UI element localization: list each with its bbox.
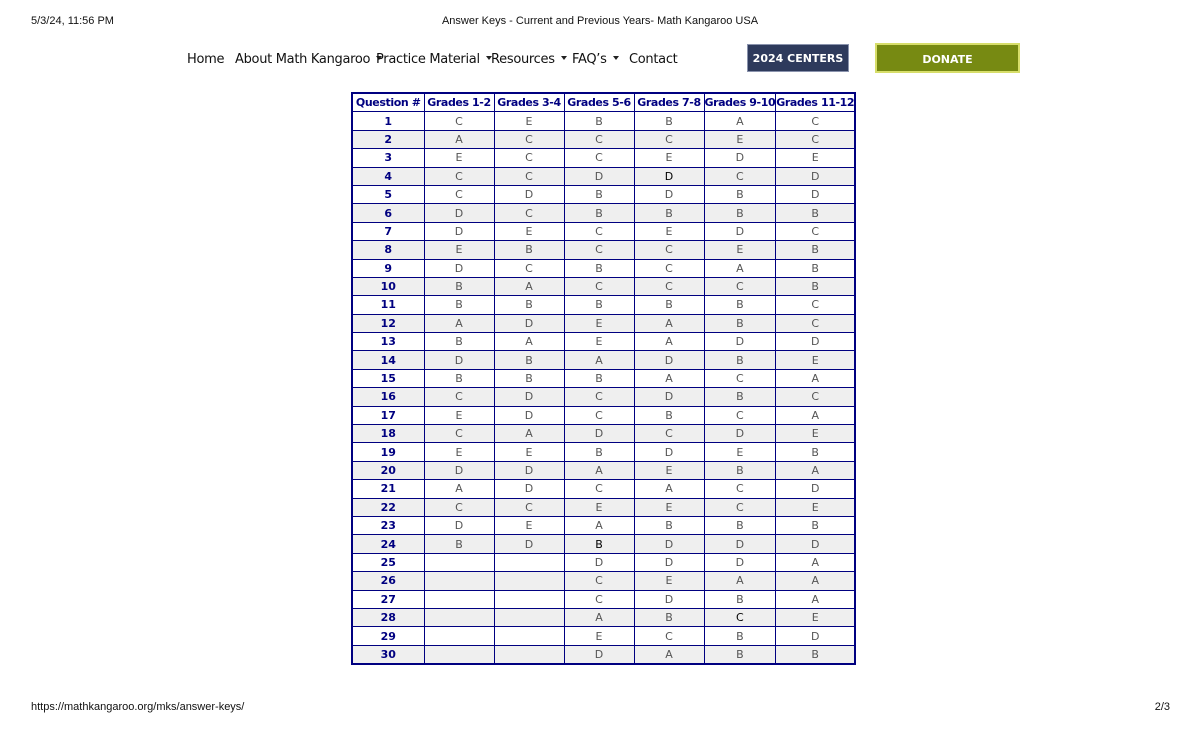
answer-cell: D — [634, 443, 704, 461]
nav-resources[interactable] — [491, 52, 567, 67]
answer-cell: D — [564, 425, 634, 443]
answer-cell: B — [776, 516, 855, 534]
answer-cell: E — [494, 112, 564, 130]
table-row — [352, 185, 855, 203]
table-row — [352, 480, 855, 498]
answer-cell: E — [704, 241, 776, 259]
chevron-down-icon — [561, 56, 567, 60]
answer-cell — [494, 608, 564, 626]
answer-cell: D — [634, 351, 704, 369]
answer-cell: C — [494, 130, 564, 148]
table-row — [352, 112, 855, 130]
table-row — [352, 425, 855, 443]
answer-cell: E — [776, 425, 855, 443]
question-number-cell: 22 — [352, 498, 424, 516]
answer-cell: C — [564, 590, 634, 608]
table-row — [352, 204, 855, 222]
question-number-cell: 29 — [352, 627, 424, 645]
table-row — [352, 314, 855, 332]
answer-cell: E — [424, 406, 494, 424]
answer-cell: D — [704, 553, 776, 571]
answer-cell: B — [704, 516, 776, 534]
answer-cell — [424, 608, 494, 626]
nav-contact[interactable]: Contact — [629, 52, 678, 67]
answer-cell: D — [634, 553, 704, 571]
table-row — [352, 259, 855, 277]
print-header — [0, 15, 1200, 31]
answer-cell: E — [634, 461, 704, 479]
answer-cell: C — [704, 406, 776, 424]
answer-cell: E — [564, 333, 634, 351]
answer-cell: C — [704, 498, 776, 516]
answer-cell: C — [494, 259, 564, 277]
header-grades-11-12: Grades 11-12 — [776, 93, 855, 112]
question-number-cell: 5 — [352, 185, 424, 203]
answer-cell: D — [776, 333, 855, 351]
answer-cell: B — [704, 296, 776, 314]
answer-cell — [424, 645, 494, 664]
answer-cell: B — [776, 241, 855, 259]
nav-about[interactable] — [235, 52, 382, 67]
answer-cell: B — [704, 645, 776, 664]
answer-cell: B — [564, 369, 634, 387]
centers-button[interactable]: 2024 CENTERS — [747, 44, 849, 72]
answer-cell: B — [564, 204, 634, 222]
answer-cell: C — [564, 388, 634, 406]
answer-cell — [424, 627, 494, 645]
main-nav — [0, 52, 1200, 72]
answer-cell: B — [424, 277, 494, 295]
answer-cell: C — [704, 608, 776, 626]
answer-cell: B — [634, 296, 704, 314]
table-row — [352, 516, 855, 534]
answer-cell: C — [634, 277, 704, 295]
answer-cell: D — [704, 222, 776, 240]
answer-cell: C — [704, 277, 776, 295]
answer-cell: A — [494, 277, 564, 295]
answer-cell: C — [776, 130, 855, 148]
answer-cell: C — [776, 296, 855, 314]
question-number-cell: 3 — [352, 149, 424, 167]
answer-cell: B — [634, 608, 704, 626]
answer-cell — [424, 590, 494, 608]
table-row — [352, 498, 855, 516]
question-number-cell: 27 — [352, 590, 424, 608]
answer-cell: A — [776, 461, 855, 479]
answer-cell: B — [704, 590, 776, 608]
table-row — [352, 608, 855, 626]
answer-cell: D — [424, 259, 494, 277]
table-row — [352, 443, 855, 461]
question-number-cell: 26 — [352, 572, 424, 590]
header-grades-3-4: Grades 3-4 — [494, 93, 564, 112]
answer-cell: B — [494, 369, 564, 387]
answer-cell: B — [634, 112, 704, 130]
answer-cell: C — [424, 425, 494, 443]
answer-cell: A — [494, 333, 564, 351]
answer-cell: D — [564, 553, 634, 571]
question-number-cell: 16 — [352, 388, 424, 406]
answer-cell: D — [424, 461, 494, 479]
answer-cell: D — [704, 333, 776, 351]
answer-cell: E — [776, 608, 855, 626]
answer-cell: A — [424, 480, 494, 498]
nav-faq-label: FAQ’s — [572, 52, 607, 67]
answer-cell: D — [494, 535, 564, 553]
answer-cell: D — [564, 645, 634, 664]
answer-cell: B — [704, 627, 776, 645]
header-grades-5-6: Grades 5-6 — [564, 93, 634, 112]
nav-practice-label: Practice Material — [376, 52, 480, 67]
table-row — [352, 296, 855, 314]
answer-cell: B — [564, 112, 634, 130]
answer-cell — [494, 590, 564, 608]
question-number-cell: 24 — [352, 535, 424, 553]
table-row — [352, 222, 855, 240]
answer-cell: C — [424, 112, 494, 130]
answer-cell — [494, 627, 564, 645]
print-page-number: 2/3 — [1154, 701, 1170, 713]
table-row — [352, 406, 855, 424]
answer-cell: E — [424, 443, 494, 461]
donate-button[interactable]: DONATE — [875, 43, 1020, 73]
header-grades-1-2: Grades 1-2 — [424, 93, 494, 112]
answer-cell: A — [634, 314, 704, 332]
answer-cell: C — [634, 425, 704, 443]
answer-cell — [424, 572, 494, 590]
answer-cell: C — [494, 498, 564, 516]
question-number-cell: 1 — [352, 112, 424, 130]
answer-cell: C — [634, 241, 704, 259]
question-number-cell: 12 — [352, 314, 424, 332]
answer-cell: D — [634, 185, 704, 203]
answer-cell: D — [424, 516, 494, 534]
answer-cell: B — [776, 277, 855, 295]
answer-cell: B — [776, 259, 855, 277]
question-number-cell: 20 — [352, 461, 424, 479]
answer-cell: E — [704, 130, 776, 148]
answer-cell: C — [564, 222, 634, 240]
answer-cell: A — [704, 572, 776, 590]
nav-home[interactable]: Home — [187, 52, 225, 67]
answer-cell: E — [634, 149, 704, 167]
answer-cell: B — [704, 314, 776, 332]
answer-cell: E — [776, 149, 855, 167]
question-number-cell: 28 — [352, 608, 424, 626]
answer-cell: A — [564, 516, 634, 534]
answer-cell: C — [776, 314, 855, 332]
header-question: Question # — [352, 93, 424, 112]
answer-cell: B — [704, 185, 776, 203]
answer-cell: D — [704, 149, 776, 167]
table-row — [352, 130, 855, 148]
answer-cell: B — [564, 259, 634, 277]
answer-cell: C — [634, 130, 704, 148]
print-date: 5/3/24, 11:56 PM — [31, 15, 114, 27]
answer-cell: E — [704, 443, 776, 461]
answer-cell: C — [564, 480, 634, 498]
question-number-cell: 11 — [352, 296, 424, 314]
answer-cell: E — [564, 314, 634, 332]
question-number-cell: 9 — [352, 259, 424, 277]
answer-cell: C — [564, 149, 634, 167]
table-row — [352, 461, 855, 479]
answer-cell: C — [564, 241, 634, 259]
question-number-cell: 15 — [352, 369, 424, 387]
nav-about-label: About Math Kangaroo — [235, 52, 371, 67]
answer-cell: D — [564, 167, 634, 185]
answer-cell: B — [564, 185, 634, 203]
question-number-cell: 10 — [352, 277, 424, 295]
answer-cell: C — [704, 369, 776, 387]
answer-cell: B — [494, 241, 564, 259]
question-number-cell: 21 — [352, 480, 424, 498]
answer-cell: C — [564, 572, 634, 590]
table-row — [352, 572, 855, 590]
answer-cell: B — [424, 535, 494, 553]
answer-cell: D — [634, 388, 704, 406]
answer-cell: A — [634, 480, 704, 498]
table-row — [352, 535, 855, 553]
question-number-cell: 13 — [352, 333, 424, 351]
answer-cell: D — [704, 425, 776, 443]
answer-cell: B — [564, 443, 634, 461]
answer-cell: A — [776, 590, 855, 608]
question-number-cell: 23 — [352, 516, 424, 534]
answer-cell: C — [494, 149, 564, 167]
answer-cell: D — [776, 480, 855, 498]
table-row — [352, 388, 855, 406]
answer-cell: B — [704, 351, 776, 369]
answer-cell: B — [494, 296, 564, 314]
answer-cell: D — [494, 480, 564, 498]
answer-cell: E — [564, 498, 634, 516]
table-row — [352, 369, 855, 387]
answer-cell: B — [704, 204, 776, 222]
table-row — [352, 149, 855, 167]
answer-cell: C — [776, 112, 855, 130]
answer-cell: A — [424, 314, 494, 332]
answer-cell: E — [634, 498, 704, 516]
question-number-cell: 19 — [352, 443, 424, 461]
answer-cell: C — [776, 222, 855, 240]
answer-cell: E — [424, 149, 494, 167]
answer-cell: D — [776, 167, 855, 185]
answer-cell: A — [564, 461, 634, 479]
answer-cell: C — [704, 167, 776, 185]
answer-key-table — [351, 92, 856, 665]
answer-cell: B — [424, 296, 494, 314]
table-row — [352, 277, 855, 295]
question-number-cell: 17 — [352, 406, 424, 424]
answer-cell — [494, 553, 564, 571]
answer-cell: D — [424, 204, 494, 222]
print-url: https://mathkangaroo.org/mks/answer-keys/ — [31, 701, 245, 713]
question-number-cell: 6 — [352, 204, 424, 222]
answer-cell: A — [494, 425, 564, 443]
answer-cell: C — [424, 185, 494, 203]
nav-resources-label: Resources — [491, 52, 555, 67]
nav-practice-material[interactable] — [376, 52, 492, 67]
answer-cell: B — [776, 645, 855, 664]
table-row — [352, 333, 855, 351]
answer-cell: D — [634, 167, 704, 185]
answer-cell: B — [494, 351, 564, 369]
answer-cell: B — [704, 388, 776, 406]
answer-cell: B — [776, 443, 855, 461]
answer-cell: E — [634, 222, 704, 240]
answer-cell: C — [424, 498, 494, 516]
answer-cell: B — [424, 333, 494, 351]
answer-cell: D — [494, 314, 564, 332]
answer-cell: D — [776, 185, 855, 203]
answer-cell: E — [776, 498, 855, 516]
answer-cell: D — [634, 590, 704, 608]
answer-cell: C — [634, 627, 704, 645]
answer-cell: C — [564, 277, 634, 295]
answer-cell: D — [494, 461, 564, 479]
table-row — [352, 645, 855, 664]
answer-cell: A — [776, 553, 855, 571]
answer-cell: A — [424, 130, 494, 148]
answer-cell: D — [424, 222, 494, 240]
answer-cell: C — [704, 480, 776, 498]
print-title: Answer Keys - Current and Previous Years- Math Kangaroo USA — [441, 15, 759, 27]
nav-faq[interactable] — [572, 52, 619, 67]
table-row — [352, 167, 855, 185]
answer-cell: A — [776, 369, 855, 387]
table-header-row — [352, 93, 855, 112]
answer-cell: D — [494, 388, 564, 406]
answer-cell: A — [564, 608, 634, 626]
answer-cell: B — [776, 204, 855, 222]
answer-cell: E — [494, 516, 564, 534]
table-row — [352, 351, 855, 369]
answer-cell — [424, 553, 494, 571]
answer-cell: E — [424, 241, 494, 259]
answer-cell: D — [424, 351, 494, 369]
answer-cell: C — [424, 167, 494, 185]
answer-cell: C — [494, 204, 564, 222]
table-row — [352, 627, 855, 645]
question-number-cell: 14 — [352, 351, 424, 369]
question-number-cell: 18 — [352, 425, 424, 443]
answer-cell — [494, 645, 564, 664]
answer-cell: E — [564, 627, 634, 645]
answer-cell: A — [634, 369, 704, 387]
chevron-down-icon — [613, 56, 619, 60]
answer-cell — [494, 572, 564, 590]
answer-cell: A — [776, 572, 855, 590]
answer-cell: B — [634, 406, 704, 424]
answer-cell: A — [634, 333, 704, 351]
answer-cell: C — [564, 406, 634, 424]
answer-cell: B — [634, 204, 704, 222]
question-number-cell: 25 — [352, 553, 424, 571]
answer-cell: D — [704, 535, 776, 553]
answer-cell: E — [776, 351, 855, 369]
answer-cell: A — [634, 645, 704, 664]
answer-cell: D — [776, 627, 855, 645]
table-row — [352, 590, 855, 608]
answer-cell: B — [424, 369, 494, 387]
answer-cell: A — [704, 259, 776, 277]
answer-cell: C — [564, 130, 634, 148]
answer-cell: D — [494, 185, 564, 203]
answer-cell: A — [776, 406, 855, 424]
answer-cell: E — [634, 572, 704, 590]
answer-cell: D — [494, 406, 564, 424]
answer-cell: B — [634, 516, 704, 534]
question-number-cell: 8 — [352, 241, 424, 259]
answer-cell: C — [424, 388, 494, 406]
table-row — [352, 553, 855, 571]
question-number-cell: 7 — [352, 222, 424, 240]
header-grades-9-10: Grades 9-10 — [704, 93, 776, 112]
answer-cell: C — [634, 259, 704, 277]
answer-cell: A — [704, 112, 776, 130]
question-number-cell: 4 — [352, 167, 424, 185]
answer-cell: C — [494, 167, 564, 185]
answer-cell: A — [564, 351, 634, 369]
answer-cell: E — [494, 443, 564, 461]
header-grades-7-8: Grades 7-8 — [634, 93, 704, 112]
question-number-cell: 30 — [352, 645, 424, 664]
answer-cell: B — [564, 535, 634, 553]
answer-cell: B — [564, 296, 634, 314]
answer-cell: D — [634, 535, 704, 553]
answer-cell: C — [776, 388, 855, 406]
question-number-cell: 2 — [352, 130, 424, 148]
answer-cell: D — [776, 535, 855, 553]
answer-cell: B — [704, 461, 776, 479]
answer-cell: E — [494, 222, 564, 240]
table-row — [352, 241, 855, 259]
